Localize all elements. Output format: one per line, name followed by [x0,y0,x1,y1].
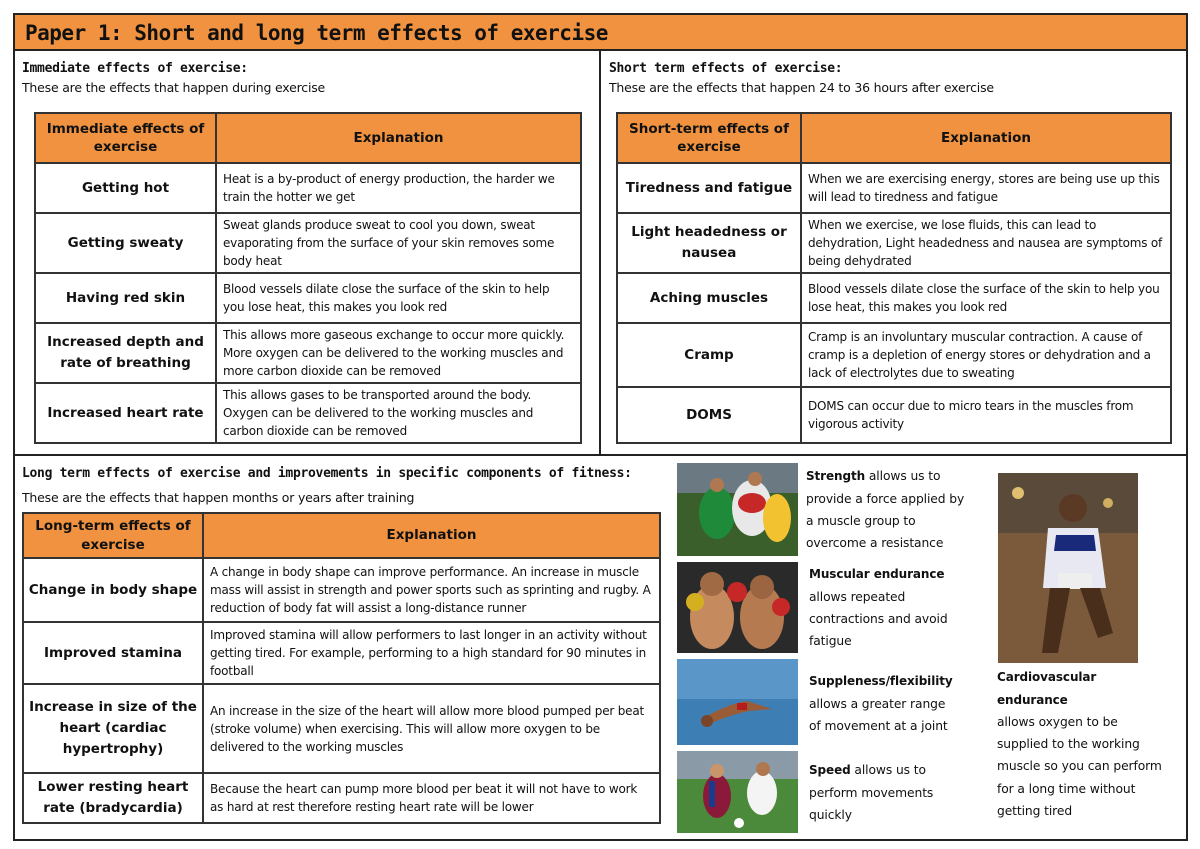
boxing-photo [677,562,798,653]
strength-term: Strength [806,469,866,483]
table-row [617,273,1171,323]
row-explanation: When we exercise, we lose fluids, this can lead to dehydration, Light headedness and nausea are symptoms of being dehydrated [801,213,1171,273]
row-explanation: Cramp is an involuntary muscular contraction. A cause of cramp is a depletion of energy stores or dehydration and a lack of electrolytes due to sweating [801,323,1171,387]
row-explanation: Improved stamina will allow performers to last longer in an activity without getting tired. For example, performing to a high standard for 90 minutes in football [203,622,660,684]
running-photo [998,473,1138,663]
row-explanation: Heat is a by-product of energy production, the harder we train the hotter we get [216,163,581,213]
row-label: Getting hot [35,163,216,213]
long-term-heading: Long term effects of exercise and improvements in specific components of fitness: [22,466,632,481]
row-label: Increase in size of the heart (cardiac hypertrophy) [23,684,203,773]
row-explanation: This allows gases to be transported around the body. Oxygen can be delivered to the working muscles and carbon dioxide can be removed [216,383,581,443]
muscular-endurance-term: Muscular endurance [809,567,945,581]
rugby-photo [677,463,798,556]
row-label: Improved stamina [23,622,203,684]
row-label: Increased heart rate [35,383,216,443]
cardio-term: Cardiovascular endurance [997,670,1097,707]
column-header: Short-term effects of exercise [617,113,801,163]
short-term-table [616,112,1172,444]
flexibility-term: Suppleness/flexibility [809,674,953,688]
row-label: DOMS [617,387,801,443]
column-header: Explanation [801,113,1171,163]
speed-text: allows us to perform movements quickly [809,763,934,822]
vertical-divider [599,50,601,455]
strength-text: allows us to provide a force applied by a muscle group to overcome a resistance [806,469,965,550]
table-row [23,684,660,773]
row-explanation: Sweat glands produce sweat to cool you down, sweat evaporating from the surface of your skin removes some body heat [216,213,581,273]
immediate-subheading: These are the effects that happen during exercise [22,80,326,95]
table-row [617,387,1171,443]
short-term-heading: Short term effects of exercise: [609,61,843,76]
table-row [35,213,581,273]
row-label: Having red skin [35,273,216,323]
long-term-table [22,512,661,824]
table-row [617,213,1171,273]
column-header: Explanation [203,513,660,558]
immediate-table [34,112,582,444]
speed-caption [809,759,959,826]
row-explanation: This allows more gaseous exchange to occur more quickly. More oxygen can be delivered to the working muscles and more carbon dioxide can be removed [216,323,581,383]
diving-photo [677,659,798,745]
horizontal-divider [13,454,1188,456]
row-explanation: DOMS can occur due to micro tears in the muscles from vigorous activity [801,387,1171,443]
column-header: Immediate effects of exercise [35,113,216,163]
speed-term: Speed [809,763,851,777]
table-header-row [23,513,660,558]
column-header: Long-term effects of exercise [23,513,203,558]
muscular-endurance-text: allows repeated contractions and avoid fatigue [809,589,948,648]
table-row [35,323,581,383]
flexibility-caption [809,670,959,737]
short-term-subheading: These are the effects that happen 24 to 36 hours after exercise [609,80,994,95]
row-explanation: Because the heart can pump more blood per beat it will not have to work as hard at rest therefore resting heart rate will be lower [203,773,660,823]
row-label: Tiredness and fatigue [617,163,801,213]
row-label: Change in body shape [23,558,203,622]
table-header-row [35,113,581,163]
row-explanation: Blood vessels dilate close the surface of the skin to help you lose heat, this makes you look red [801,273,1171,323]
table-row [35,383,581,443]
table-row [23,622,660,684]
row-label: Getting sweaty [35,213,216,273]
row-label: Aching muscles [617,273,801,323]
cardio-caption [997,666,1167,822]
row-label: Light headedness or nausea [617,213,801,273]
table-row [35,163,581,213]
row-label: Cramp [617,323,801,387]
row-label: Increased depth and rate of breathing [35,323,216,383]
strength-caption [806,465,966,554]
long-term-subheading: These are the effects that happen months or years after training [22,490,415,505]
row-explanation: An increase in the size of the heart will allow more blood pumped per beat (stroke volume) when exercising. This will allow more oxygen to be delivered to the working muscles [203,684,660,773]
table-row [35,273,581,323]
row-explanation: Blood vessels dilate close the surface of the skin to help you lose heat, this makes you look red [216,273,581,323]
cardio-text: allows oxygen to be supplied to the working muscle so you can perform for a long time without getting tired [997,715,1162,818]
table-row [23,773,660,823]
table-row [23,558,660,622]
flexibility-text: allows a greater range of movement at a joint [809,696,948,733]
table-row [617,163,1171,213]
row-explanation: When we are exercising energy, stores are being use up this will lead to tiredness and fatigue [801,163,1171,213]
muscular-endurance-caption [809,563,959,652]
title-bar [13,13,1188,51]
football-photo [677,751,798,833]
table-row [617,323,1171,387]
column-header: Explanation [216,113,581,163]
row-label: Lower resting heart rate (bradycardia) [23,773,203,823]
page-title: Paper 1: Short and long term effects of exercise [25,21,608,45]
immediate-heading: Immediate effects of exercise: [22,61,248,76]
row-explanation: A change in body shape can improve performance. An increase in muscle mass will assist in strength and power sports such as sprinting and rugby. A reduction of body fat will assist a long-distance runner [203,558,660,622]
table-header-row [617,113,1171,163]
